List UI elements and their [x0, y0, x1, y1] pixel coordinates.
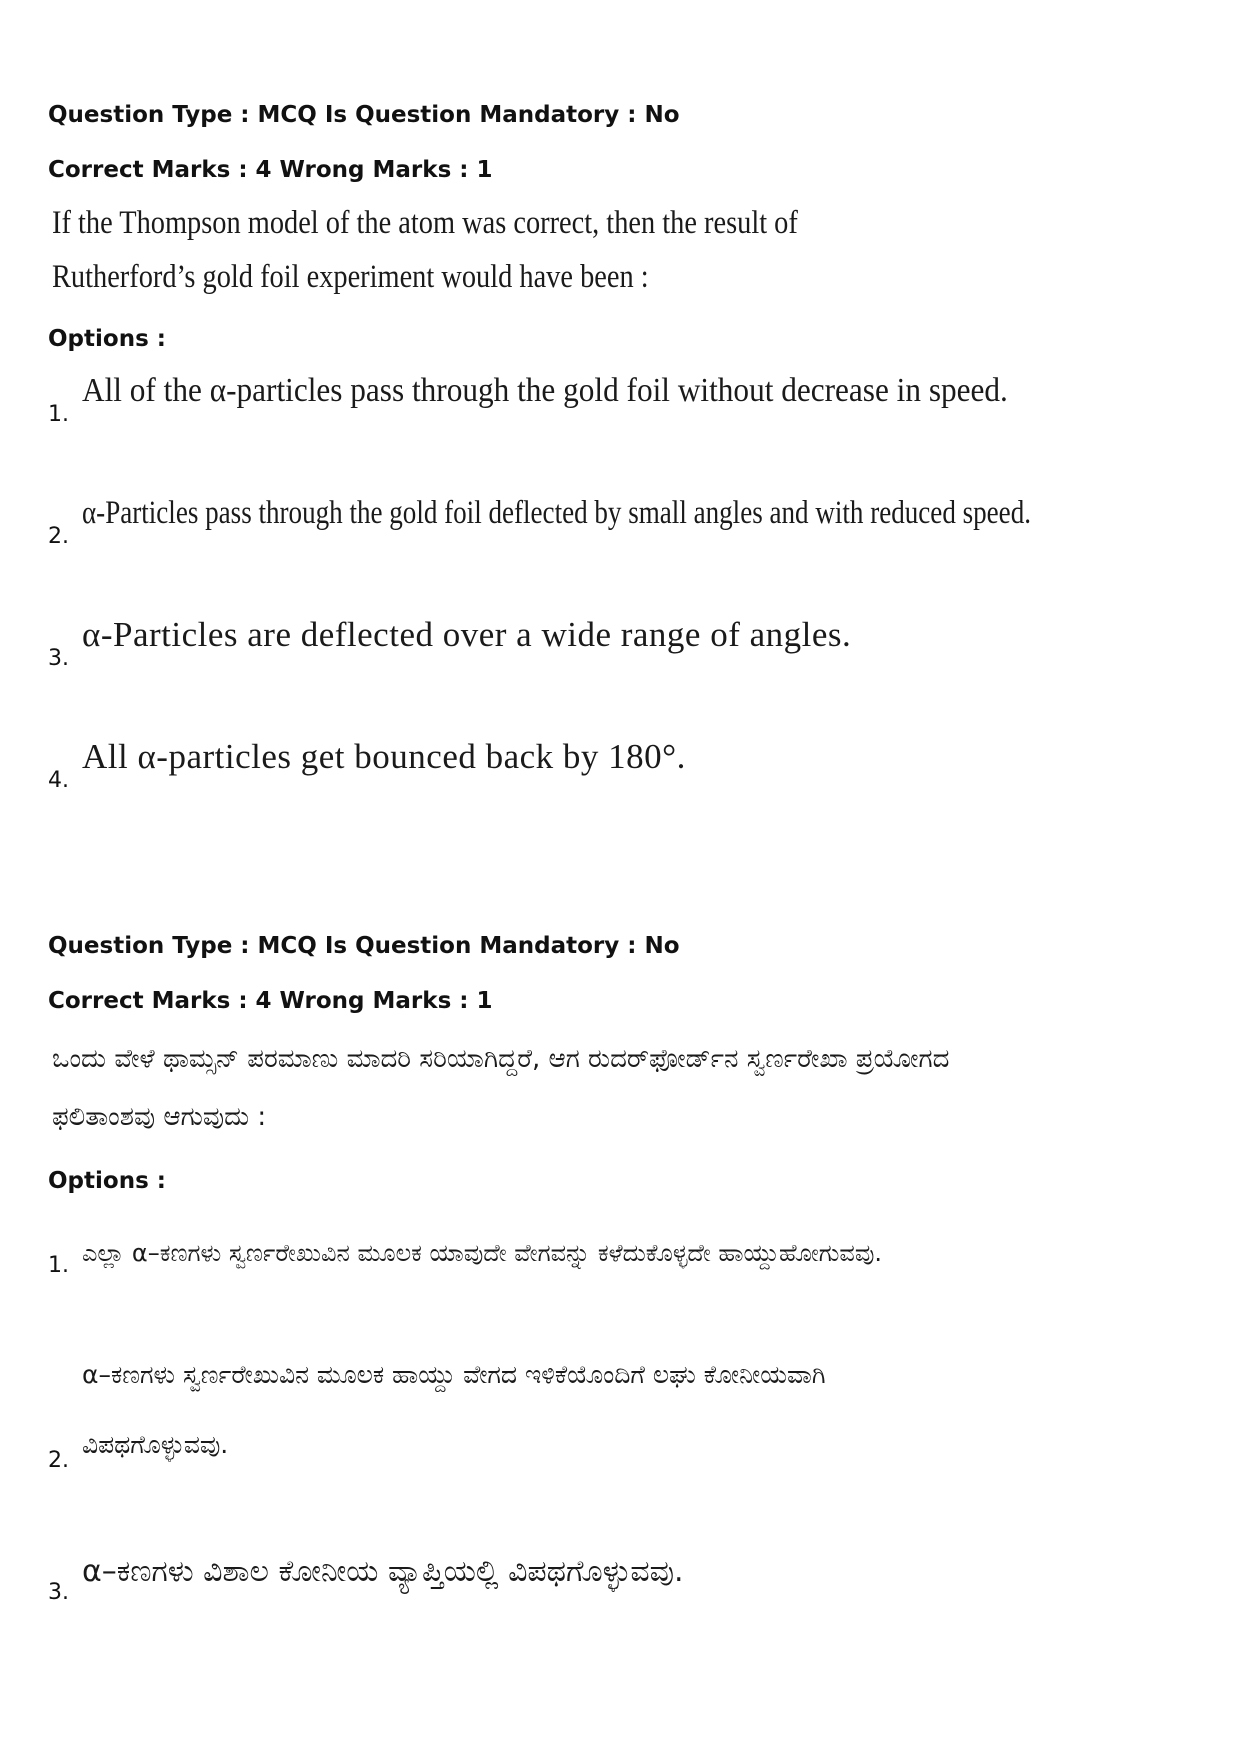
- option-text: All α-particles get bounced back by 180°.: [82, 737, 686, 776]
- option-number: 4.: [48, 768, 69, 793]
- question-type-line: Question Type : MCQ Is Question Mandatory : No: [48, 102, 680, 128]
- option-text: ಎಲ್ಲಾ α–ಕಣಗಳು ಸ್ವರ್ಣರೇಖುವಿನ ಮೂಲಕ ಯಾವುದೇ ವೇಗವನ್ನು ಕಳೆದುಕೊಳ್ಳದೇ ಹಾಯ್ದುಹೋಗುವವು.: [82, 1239, 883, 1267]
- option-text: All of the α-particles pass through the gold foil without decrease in speed.: [82, 372, 1008, 409]
- option-text: α–ಕಣಗಳು ವಿಶಾಲ ಕೋನೀಯ ವ್ಯಾಪ್ತಿಯಲ್ಲಿ ವಿಪಥಗೊಳ್ಳುವವು.: [82, 1554, 684, 1589]
- question-text: ಒಂದು ವೇಳೆ ಥಾಮ್ಸನ್ ಪರಮಾಣು ಮಾದರಿ ಸರಿಯಾಗಿದ್ದರೆ, ಆಗ ರುದರ್‌ಫೋರ್ಡ್‌ನ ಸ್ವರ್ಣರೇಖಾ ಪ್ರಯೋಗದ ಫಲಿತಾಂಶವು ಆಗುವುದು :: [52, 1044, 950, 1132]
- option-number: 2.: [48, 524, 69, 549]
- marks-line: Correct Marks : 4 Wrong Marks : 1: [48, 988, 493, 1014]
- option-number: 1.: [48, 402, 69, 427]
- question-text: If the Thompson model of the atom was correct, then the result of Rutherford’s gold foil experiment would have been :: [52, 205, 798, 295]
- option-text: α–ಕಣಗಳು ಸ್ವರ್ಣರೇಖುವಿನ ಮೂಲಕ ಹಾಯ್ದು ವೇಗದ ಇಳಿಕೆಯೊಂದಿಗೆ ಲಘು ಕೋನೀಯವಾಗಿ ವಿಪಥಗೊಳ್ಳುವವು.: [82, 1360, 826, 1459]
- option-number: 3.: [48, 1580, 69, 1605]
- option-number: 2.: [48, 1448, 69, 1473]
- option-text: α-Particles pass through the gold foil deflected by small angles and with reduced speed.: [82, 495, 1031, 531]
- option-number: 3.: [48, 646, 69, 671]
- option-text: α-Particles are deflected over a wide range of angles.: [82, 615, 852, 654]
- options-label: Options :: [48, 1168, 166, 1194]
- options-label: Options :: [48, 326, 166, 352]
- marks-line: Correct Marks : 4 Wrong Marks : 1: [48, 157, 493, 183]
- question-type-line: Question Type : MCQ Is Question Mandatory : No: [48, 933, 680, 959]
- option-number: 1.: [48, 1253, 69, 1278]
